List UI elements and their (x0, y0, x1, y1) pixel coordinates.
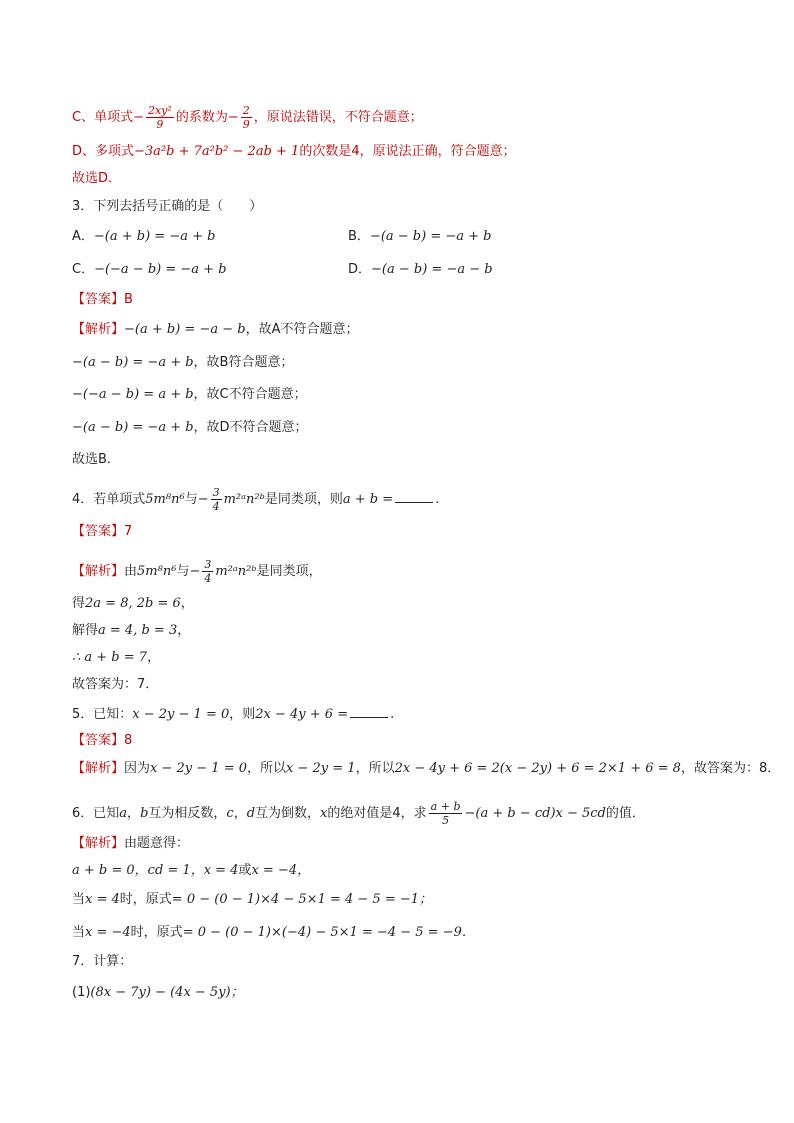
analysis-4-line1: 【解析】由5m⁸n⁶与− $\frac{3}{4}$ m²ᵃn²ᵇ是同类项， (72, 558, 322, 585)
analysis-4-line3: 解得a = 4, b = 3， (72, 623, 191, 638)
option-b: B．−(a − b) = −a + b (348, 229, 492, 244)
line-c: C、单项式− $\frac{\text{2xy²}}{9}$ 的系数为− $\frac{2}{9}$ ，原说法错误，不符合题意； (72, 104, 423, 131)
d-prefix: D、多项式 (72, 144, 135, 159)
option-c: C．−(−a − b) = −a + b (72, 262, 227, 277)
analysis-6-line1: 【解析】由题意得： (72, 836, 190, 851)
c-coef-fraction: $\frac{\text{2xy²}}{9}$ (147, 104, 172, 131)
question-4: 4．若单项式5m⁸n⁶与− $\frac{3}{4}$ m²ᵃn²ᵇ是同类项，则a + b = . (72, 486, 440, 513)
c-mid: 的系数为 (175, 110, 228, 125)
line-d (72, 144, 516, 160)
answer-blank (350, 705, 388, 718)
analysis-4-line4: ∴ a + b = 7， (72, 650, 161, 665)
answer-5: 【答案】8 (72, 733, 133, 748)
c-suffix: ，原说法错误，不符合题意； (253, 110, 423, 125)
analysis-6-line2: a + b = 0，cd = 1，x = 4或x = −4， (72, 863, 311, 878)
analysis-4-line5: 故答案为：7． (72, 677, 159, 692)
c-prefix: C、单项式 (72, 110, 134, 125)
analysis-3-line4: −(a − b) = −a + b，故D不符合题意； (72, 420, 308, 435)
analysis-4-line2: 得2a = 8, 2b = 6， (72, 596, 194, 611)
option-a: A．−(a + b) = −a + b (72, 229, 216, 244)
question-7: 7．计算： (72, 954, 133, 969)
analysis-3-line3: −(−a − b) = a + b，故C不符合题意； (72, 387, 307, 402)
answer-3: 【答案】B (72, 292, 133, 307)
choose-d: 故选D． (72, 171, 122, 186)
answer-blank (395, 490, 433, 503)
d-poly: −3a²b + 7a²b² − 2ab + 1 (134, 144, 300, 159)
analysis-3-line1: 【解析】−(a + b) = −a − b，故A不符合题意； (72, 322, 359, 337)
question-5: 5．已知：x − 2y − 1 = 0，则2x − 4y + 6 = . (72, 707, 395, 722)
c-val-fraction: $\frac{2}{9}$ (242, 104, 250, 131)
analysis-3-line2: −(a − b) = −a + b，故B符合题意； (72, 355, 294, 370)
analysis-6-line4: 当x = −4时，原式= 0 − (0 − 1)×(−4) − 5×1 = −4 − 5 = −9． (72, 925, 475, 940)
d-suffix: 的次数是4，原说法正确，符合题意； (299, 144, 516, 159)
choose-b: 故选B． (72, 452, 120, 467)
analysis-6-line3: 当x = 4时，原式= 0 − (0 − 1)×4 − 5×1 = 4 − 5 = −1； (72, 892, 433, 907)
answer-4: 【答案】7 (72, 524, 133, 539)
question-7-part1: (1)(8x − 7y) − (4x − 5y)； (72, 985, 244, 1000)
analysis-5: 【解析】因为x − 2y − 1 = 0，所以x − 2y = 1，所以2x − 4y + 6 = 2(x − 2y) + 6 = 2×1 + 6 = 8，故答案为：8． (72, 761, 781, 776)
option-d: D．−(a − b) = −a − b (348, 262, 493, 277)
question-3: 3．下列去括号正确的是（ ） (72, 199, 263, 214)
question-6: 6．已知a，b互为相反数，c，d互为倒数，x的绝对值是4，求 $\frac{a + b}{5}$ −(a + b − cd)x − 5cd的值． (72, 800, 645, 827)
